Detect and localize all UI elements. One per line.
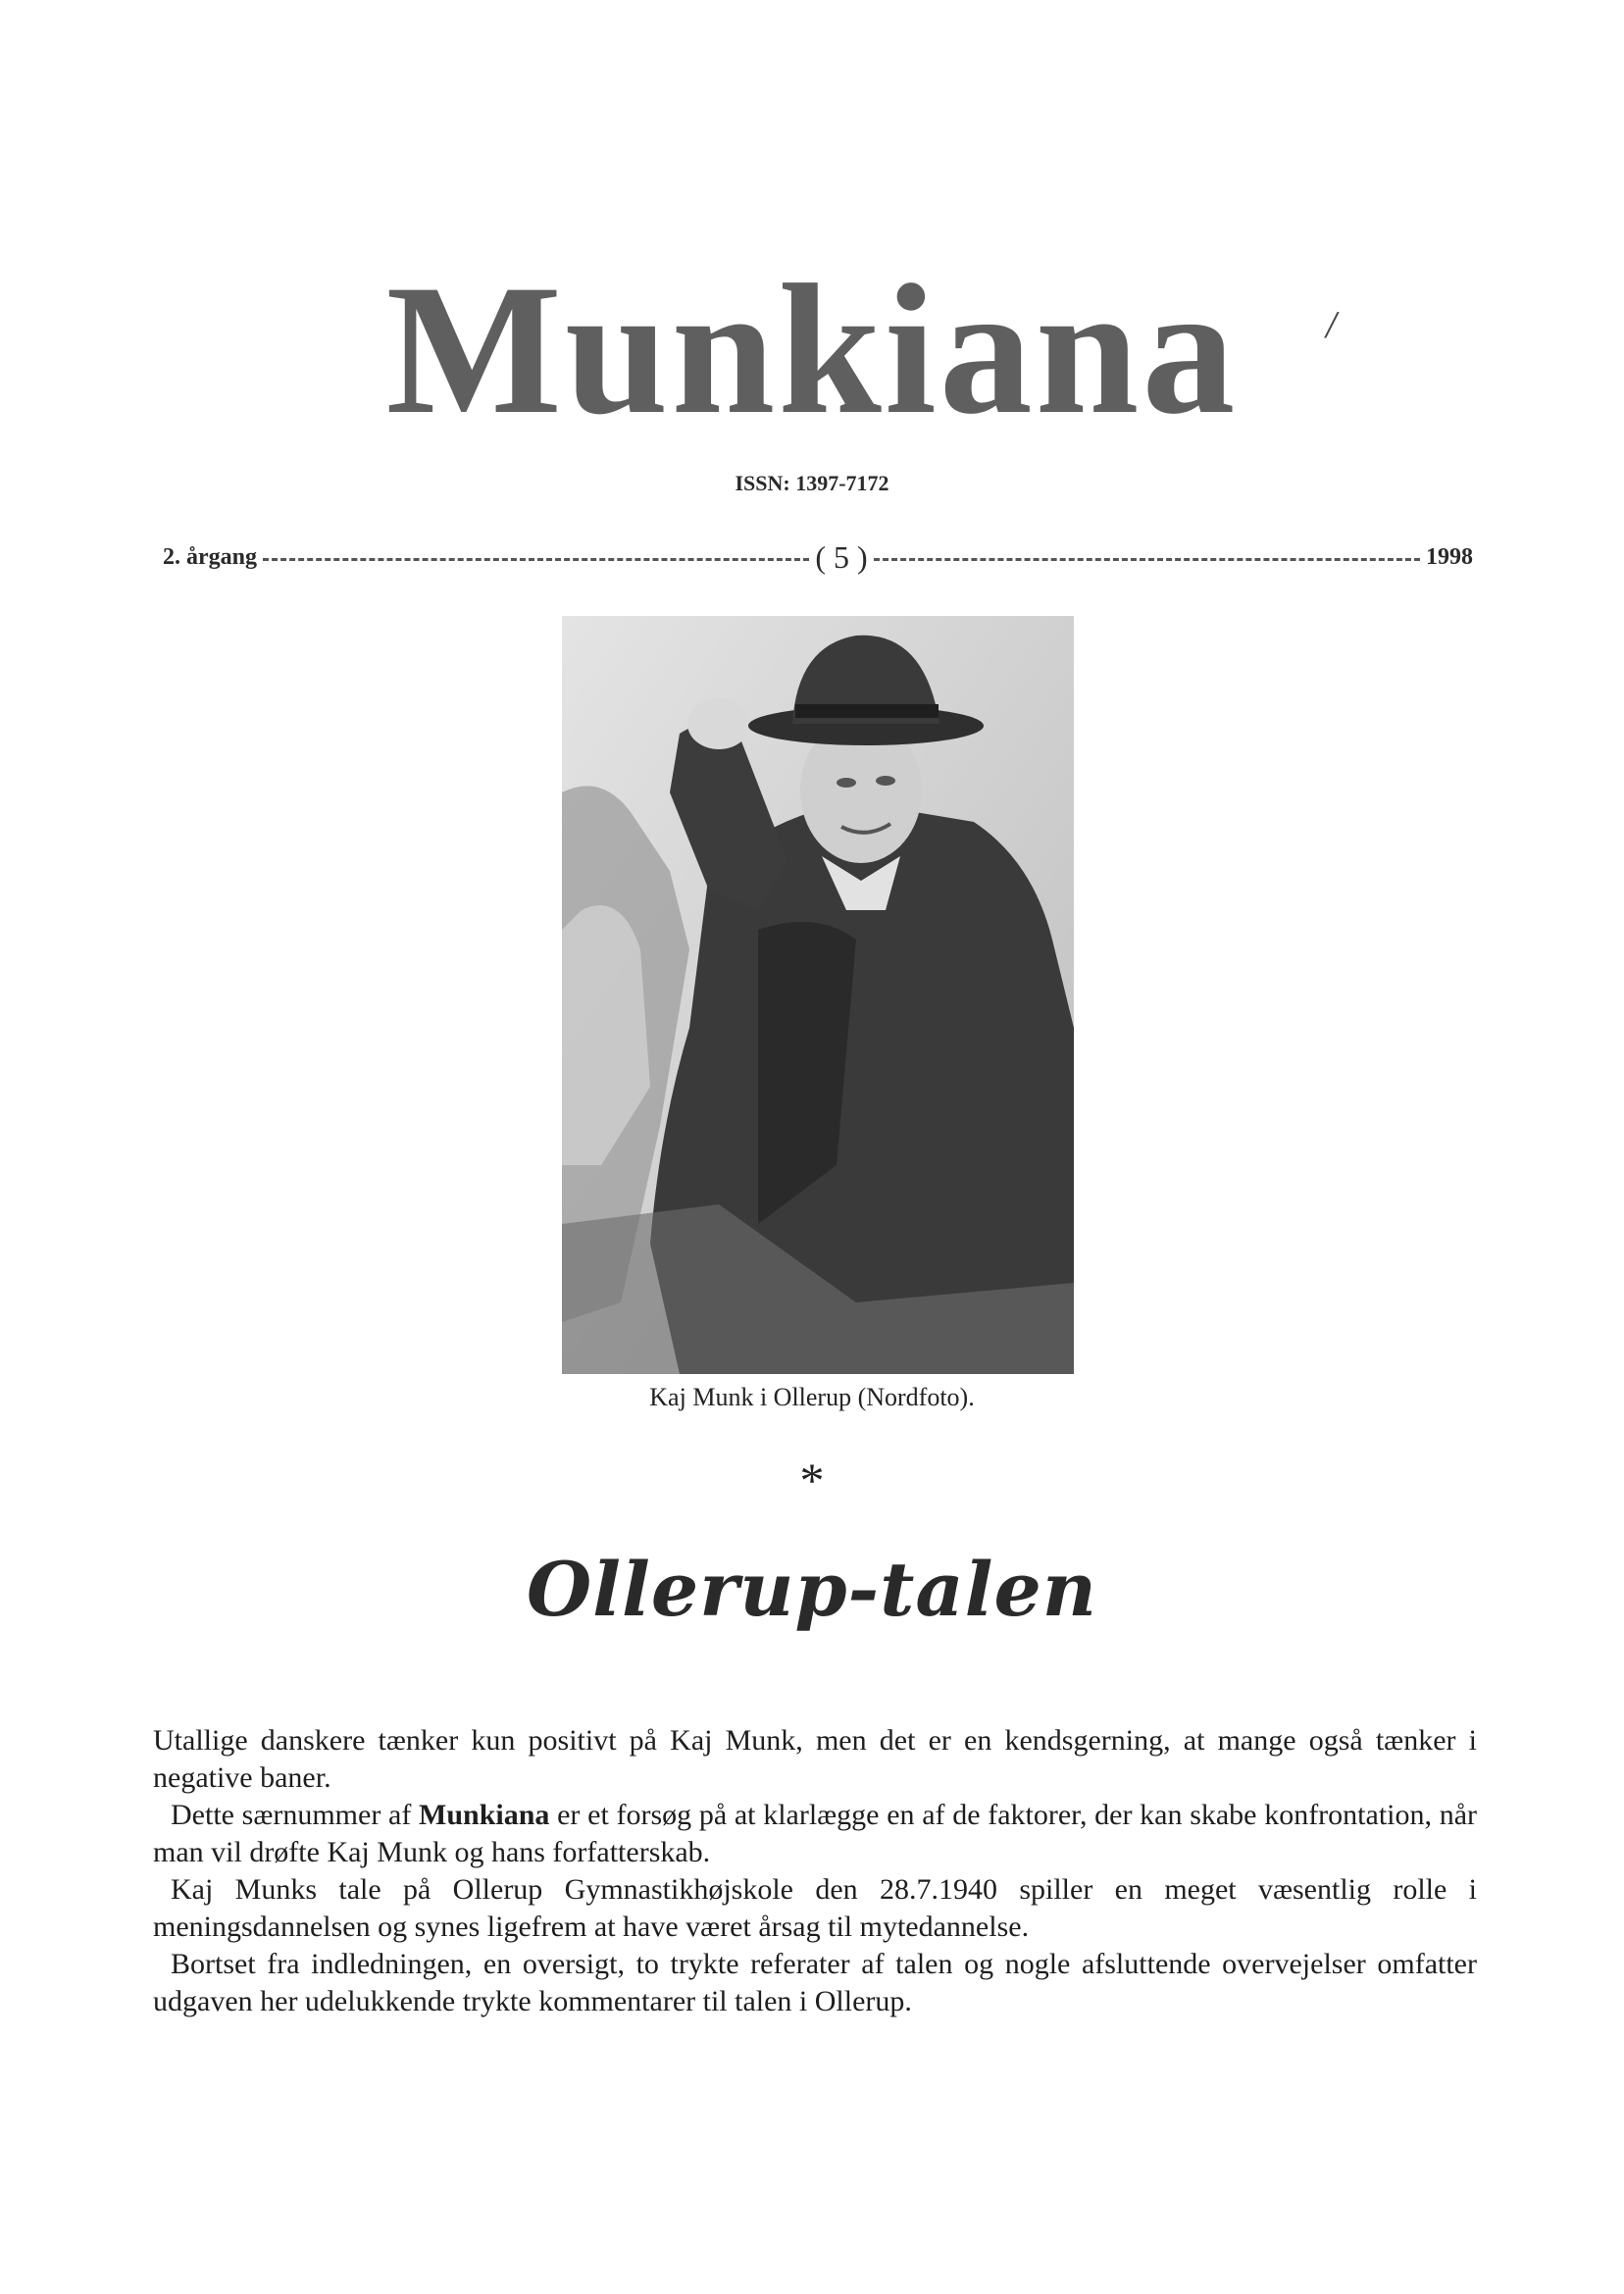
masthead-title: Munkiana [385, 247, 1239, 453]
issue-number: ( 5 ) [815, 538, 868, 575]
paragraph-text: er et forsøg på at klarlægge en af de faktorer, der kan skabe konfrontation, når man vil drøfte Kaj Munk og hans forfatterskab. [153, 1799, 1477, 1868]
asterisk-separator: * [799, 1453, 825, 1507]
cover-photo [562, 616, 1074, 1374]
paragraph: Bortset fra indledningen, en oversigt, to trykte referater af talen og nogle afsluttende overvejelser omfatter udgaven her udelukkende trykte kommentarer til talen i Ollerup. [153, 1948, 1477, 2017]
paragraph: Utallige danskere tænker kun positivt på Kaj Munk, men det er en kendsgerning, at mange også tænker i negative baner. [153, 1724, 1477, 1794]
paragraph: Kaj Munks tale på Ollerup Gymnastikhøjskole den 28.7.1940 spiller en meget væsentlig rolle i meningsdannelsen og synes ligefrem at have været årsag til mytedannelse. [153, 1873, 1477, 1943]
dashed-rule-right [874, 558, 1420, 561]
paragraph-text: Dette særnummer af [171, 1799, 420, 1831]
issue-line [163, 537, 1473, 577]
paragraph [153, 1797, 1477, 1871]
volume-label: 2. årgang [163, 543, 257, 570]
article-title: Ollerup-talen [526, 1546, 1098, 1633]
photo-caption: Kaj Munk i Ollerup (Nordfoto). [649, 1383, 975, 1411]
dashed-rule-left [263, 558, 809, 561]
stray-pen-mark: / [1322, 302, 1341, 349]
issue-year: 1998 [1426, 543, 1473, 570]
bold-title: Munkiana [419, 1799, 550, 1831]
article-body [153, 1722, 1477, 2020]
issn: ISSN: 1397-7172 [735, 471, 889, 495]
